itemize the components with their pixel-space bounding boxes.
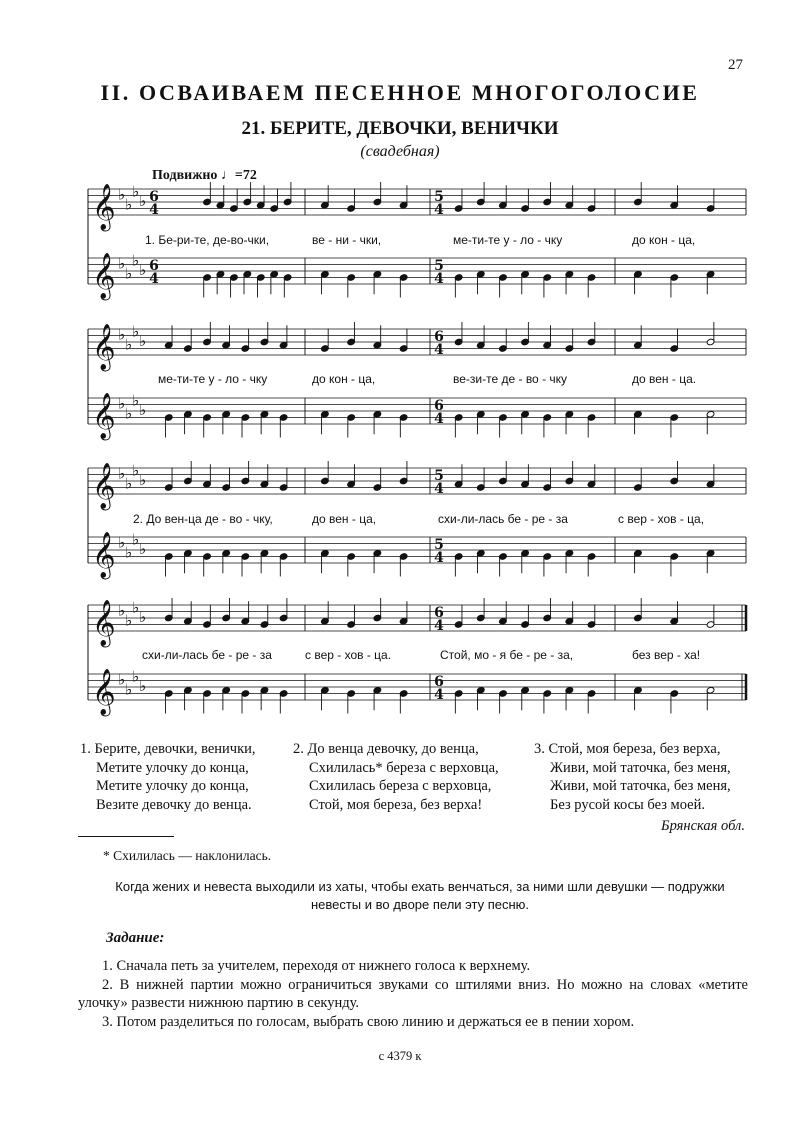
- treble-clef-icon: 𝄞: [92, 600, 116, 646]
- flat-icon: ♭: [125, 543, 133, 562]
- task-item: 1. Сначала петь за учителем, переходя от нижнего голоса к верхнему.: [102, 958, 531, 974]
- flat-icon: ♭: [118, 670, 126, 689]
- time-signature-denominator: 4: [149, 202, 159, 218]
- treble-clef-icon: 𝄞: [92, 253, 116, 299]
- verse-line: Метите улочку до конца,: [96, 759, 249, 776]
- time-signature-denominator: 4: [434, 481, 444, 497]
- time-signature-numerator: 5: [434, 258, 444, 274]
- footnote-divider: [78, 836, 174, 837]
- time-signature-numerator: 6: [149, 258, 159, 274]
- print-code: с 4379 к: [378, 1049, 422, 1063]
- lyric-syllables: с вер - хов - ца,: [618, 512, 705, 526]
- flat-icon: ♭: [132, 391, 140, 410]
- region-attribution: Брянская обл.: [661, 818, 745, 834]
- lyric-syllables: схи-ли-лась бе - ре - за: [438, 512, 568, 526]
- treble-clef-icon: 𝄞: [92, 324, 116, 370]
- flat-icon: ♭: [125, 335, 133, 354]
- performance-note: Когда жених и невеста выходили из хаты, чтобы ехать венчаться, за ними шли девушки — подружки невесты и во дворе пели эту песню.: [115, 879, 725, 912]
- treble-clef-icon: 𝄞: [92, 393, 116, 439]
- treble-clef-icon: 𝄞: [92, 532, 116, 578]
- lyric-syllables: до вен - ца,: [312, 512, 377, 526]
- flat-icon: ♭: [118, 185, 126, 204]
- verse-line: Без русой косы без моей.: [550, 796, 705, 813]
- tempo-marking: Подвижно ♩=72: [152, 168, 257, 183]
- time-signature-denominator: 4: [434, 550, 444, 566]
- lyric-syllables: ме-ти-те у - ло - чку: [158, 372, 268, 386]
- flat-icon: ♭: [132, 322, 140, 341]
- flat-icon: ♭: [118, 533, 126, 552]
- time-signature-denominator: 4: [434, 411, 444, 427]
- flat-icon: ♭: [139, 471, 147, 489]
- flat-icon: ♭: [132, 598, 140, 617]
- time-signature-numerator: 6: [434, 329, 444, 345]
- time-signature-denominator: 4: [434, 687, 444, 703]
- lyric-syllables: 2. До вен-ца де - во - чку,: [133, 512, 273, 526]
- flat-icon: ♭: [125, 611, 133, 630]
- flat-icon: ♭: [139, 608, 147, 626]
- verse-line: Везите девочку до венца.: [96, 796, 252, 813]
- time-signature-denominator: 4: [434, 202, 444, 218]
- time-signature-denominator: 4: [434, 271, 444, 287]
- time-signature-numerator: 5: [434, 537, 444, 553]
- flat-icon: ♭: [125, 195, 133, 214]
- flat-icon: ♭: [139, 261, 147, 279]
- lyric-syllables: до кон - ца,: [632, 233, 696, 247]
- lyric-syllables: ве - ни - чки,: [312, 233, 382, 247]
- treble-clef-icon: 𝄞: [92, 184, 116, 230]
- lyric-syllables: 1. Бе-ри-те, де-во-чки,: [145, 233, 270, 247]
- flat-icon: ♭: [125, 404, 133, 423]
- flat-icon: ♭: [125, 264, 133, 283]
- flat-icon: ♭: [132, 530, 140, 549]
- verse-line: 2. До венца девочку, до венца,: [293, 741, 479, 757]
- flat-icon: ♭: [132, 251, 140, 270]
- flat-icon: ♭: [118, 394, 126, 413]
- flat-icon: ♭: [139, 540, 147, 558]
- time-signature-numerator: 5: [434, 189, 444, 205]
- verse-1: [80, 740, 256, 814]
- lyric-syllables: без вер - ха!: [632, 648, 701, 662]
- song-subtitle: (свадебная): [360, 143, 440, 160]
- time-signature-denominator: 4: [434, 342, 444, 358]
- page-number: 27: [728, 57, 743, 73]
- flat-icon: ♭: [118, 325, 126, 344]
- lyric-syllables: до вен - ца.: [632, 372, 697, 386]
- flat-icon: ♭: [139, 332, 147, 350]
- verse-line: Живи, мой таточка, без меня,: [550, 778, 731, 794]
- time-signature-denominator: 4: [149, 271, 159, 287]
- chapter-title: II. ОСВАИВАЕМ ПЕСЕННОЕ МНОГОГОЛОСИЕ: [100, 80, 700, 105]
- flat-icon: ♭: [125, 680, 133, 699]
- flat-icon: ♭: [132, 667, 140, 686]
- lyric-syllables: Стой, мо - я бе - ре - за,: [440, 648, 574, 662]
- flat-icon: ♭: [139, 401, 147, 419]
- time-signature-numerator: 6: [149, 189, 159, 205]
- flat-icon: ♭: [118, 601, 126, 620]
- lyric-syllables: с вер - хов - ца.: [305, 648, 392, 662]
- flat-icon: ♭: [132, 182, 140, 201]
- time-signature-numerator: 6: [434, 398, 444, 414]
- flat-icon: ♭: [118, 464, 126, 483]
- song-title: 21. БЕРИТЕ, ДЕВОЧКИ, ВЕНИЧКИ: [241, 118, 559, 139]
- lyric-syllables: до кон - ца,: [312, 372, 376, 386]
- flat-icon: ♭: [118, 254, 126, 273]
- flat-icon: ♭: [132, 461, 140, 480]
- verse-line: Метите улочку до конца,: [96, 778, 249, 794]
- task-heading: Задание:: [106, 930, 165, 946]
- task-list: [78, 957, 748, 1031]
- verse-line: Схилилась береза с верховца,: [309, 778, 492, 794]
- verse-line: Живи, мой таточка, без меня,: [550, 759, 731, 776]
- verse-2: [293, 740, 499, 814]
- footnote: * Схилилась — наклонилась.: [103, 848, 272, 863]
- task-item: 2. В нижней партии можно ограничиться звуками со штилями вниз. Но можно на словах «метите улочку» развести нижнюю партию в секунду.: [78, 976, 748, 1011]
- flat-icon: ♭: [139, 192, 147, 210]
- verse-line: Стой, моя береза, без верха!: [309, 796, 483, 813]
- task-item: 3. Потом разделиться по голосам, выбрать свою линию и держаться ее в пении хором.: [102, 1013, 635, 1030]
- flat-icon: ♭: [139, 677, 147, 695]
- time-signature-denominator: 4: [434, 618, 444, 634]
- verse-line: 1. Берите, девочки, венички,: [80, 741, 256, 757]
- lyric-syllables: ме-ти-те у - ло - чку: [453, 233, 563, 247]
- verse-3: [534, 740, 731, 814]
- verse-line: Схилилась* береза с верховца,: [309, 759, 499, 776]
- time-signature-numerator: 6: [434, 674, 444, 690]
- lyric-syllables: ве-зи-те де - во - чку: [453, 372, 568, 386]
- treble-clef-icon: 𝄞: [92, 463, 116, 509]
- treble-clef-icon: 𝄞: [92, 669, 116, 715]
- time-signature-numerator: 5: [434, 468, 444, 484]
- time-signature-numerator: 6: [434, 605, 444, 621]
- verse-line: 3. Стой, моя береза, без верха,: [534, 741, 721, 757]
- lyric-syllables: схи-ли-лась бе - ре - за: [142, 648, 272, 662]
- flat-icon: ♭: [125, 474, 133, 493]
